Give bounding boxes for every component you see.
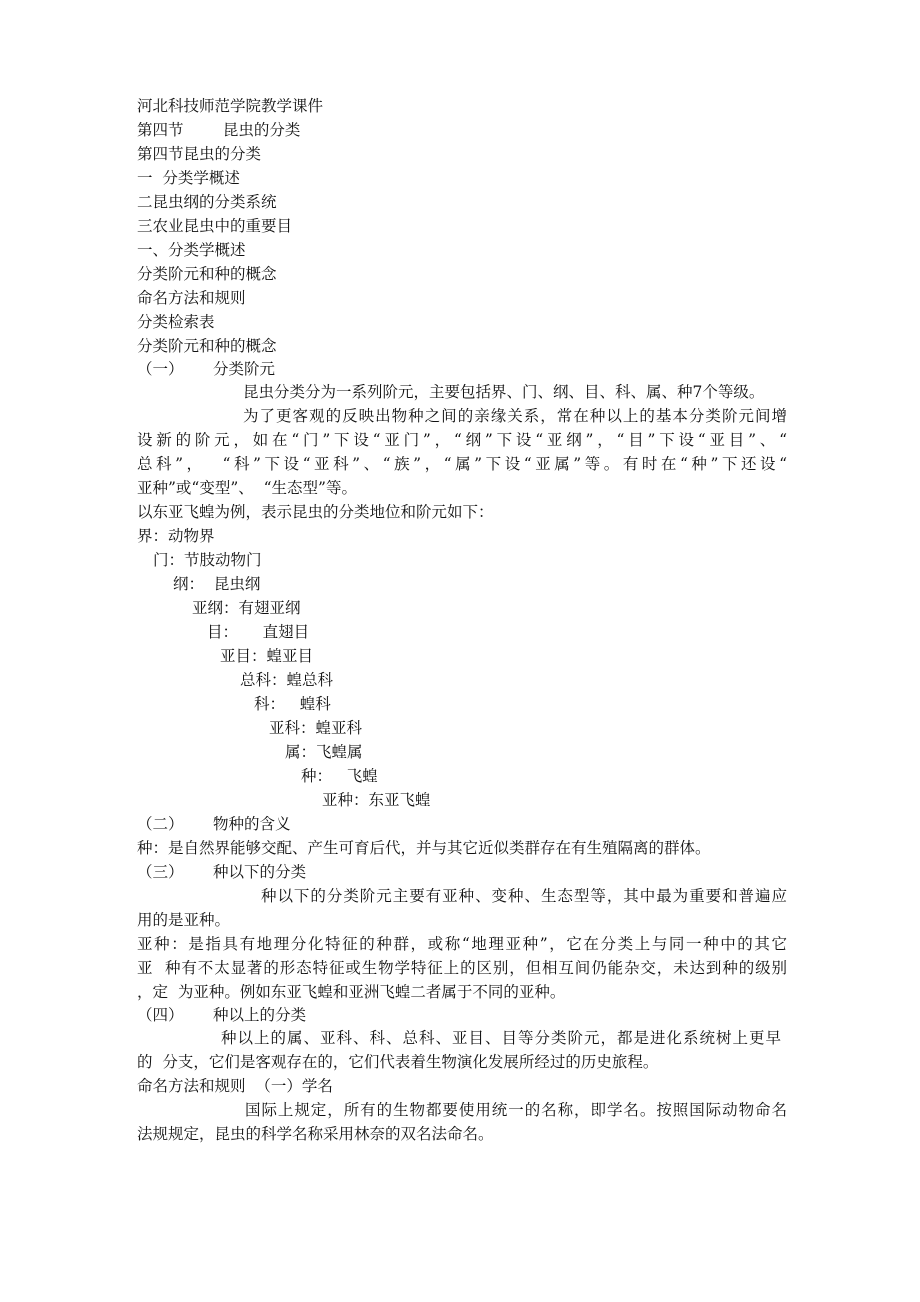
paragraph-line: 国际上规定，所有的生物都要使用统一的名称，即学名。按照国际动物命名 [245,1101,787,1119]
paragraph-line: 的 分支，它们是客观存在的，它们代表着生物演化发展所经过的历史旅程。 [137,1053,659,1071]
taxonomy-level: 纲： 昆虫纲 [173,575,261,593]
paragraph-line: 总科”， “科”下设“亚科”、“族”，“属”下设“亚属”等。有时在“种”下还设“ [137,455,787,473]
taxonomy-level: 亚纲：有翅亚纲 [192,599,301,617]
taxonomy-level: 种： 飞蝗 [301,767,378,785]
paragraph-line: 种：是自然界能够交配、产生可育后代，并与其它近似类群存在有生殖隔离的群体。 [137,839,711,857]
paragraph-line: 法规规定，昆虫的科学名称采用林奈的双名法命名。 [137,1125,494,1143]
outline-item: 二昆虫纲的分类系统 [137,193,277,211]
outline-item: 分类阶元和种的概念 [137,265,277,283]
subheading: （二） 物种的含义 [137,815,291,833]
heading: 命名方法和规则 （一）学名 [137,1077,333,1095]
paragraph-line: 亚种：是指具有地理分化特征的种群，或称“地理亚种”，它在分类上与同一种中的其它 [137,935,787,953]
subheading: （四） 种以上的分类 [137,1006,307,1024]
paragraph-line: ，定 为亚种。例如东亚飞蝗和亚洲飞蝗二者属于不同的亚种。 [137,983,566,1001]
taxonomy-level: 亚种：东亚飞蝗 [322,791,431,809]
subheading: （三） 种以下的分类 [137,863,307,881]
taxonomy-level: 属：飞蝗属 [285,743,363,761]
taxonomy-level: 亚目：蝗亚目 [220,647,314,665]
outline-item: 一 分类学概述 [137,169,240,187]
doc-header: 河北科技师范学院教学课件 [137,97,324,115]
paragraph-line: 用的是亚种。 [137,911,231,929]
paragraph-line: 昆虫分类分为一系列阶元，主要包括界、门、纲、目、科、属、种7个等级。 [243,383,765,401]
paragraph-line: 以东亚飞蝗为例，表示昆虫的分类地位和阶元如下： [137,503,494,521]
heading: 分类阶元和种的概念 [137,337,277,355]
paragraph-line: 为了更客观的反映出物种之间的亲缘关系，常在种以上的基本分类阶元间增 [243,407,787,425]
subheading: （一） 分类阶元 [137,360,276,378]
taxonomy-level: 亚科：蝗亚科 [269,719,363,737]
heading: 一、分类学概述 [137,241,246,259]
taxonomy-level: 门：节肢动物门 [153,551,262,569]
outline-item: 命名方法和规则 [137,289,246,307]
outline-item: 三农业昆虫中的重要目 [137,217,293,235]
taxonomy-level: 目： 直翅目 [207,623,310,641]
paragraph-line: 亚 种有不太显著的形态特征或生物学特征上的区别，但相互间仍能杂交，未达到种的级别 [137,959,787,977]
outline-item: 分类检索表 [137,313,215,331]
paragraph-line: 种以上的属、亚科、科、总科、亚目、目等分类阶元，都是进化系统树上更早 [221,1029,781,1047]
section-title: 第四节昆虫的分类 [137,145,262,163]
taxonomy-level: 总科：蝗总科 [240,671,334,689]
paragraph-line: 种以下的分类阶元主要有亚种、变种、生态型等，其中最为重要和普遍应 [261,887,787,905]
taxonomy-level: 界：动物界 [137,527,215,545]
paragraph-line: 设新的阶元，如在“门”下设“亚门”，“纲”下设“亚纲”，“目”下设“亚目”、“ [137,431,787,449]
paragraph-line: 亚种”或“变型”、 “生态型”等。 [137,479,357,497]
taxonomy-level: 科： 蝗科 [254,695,331,713]
section-title: 第四节 昆虫的分类 [137,121,301,139]
